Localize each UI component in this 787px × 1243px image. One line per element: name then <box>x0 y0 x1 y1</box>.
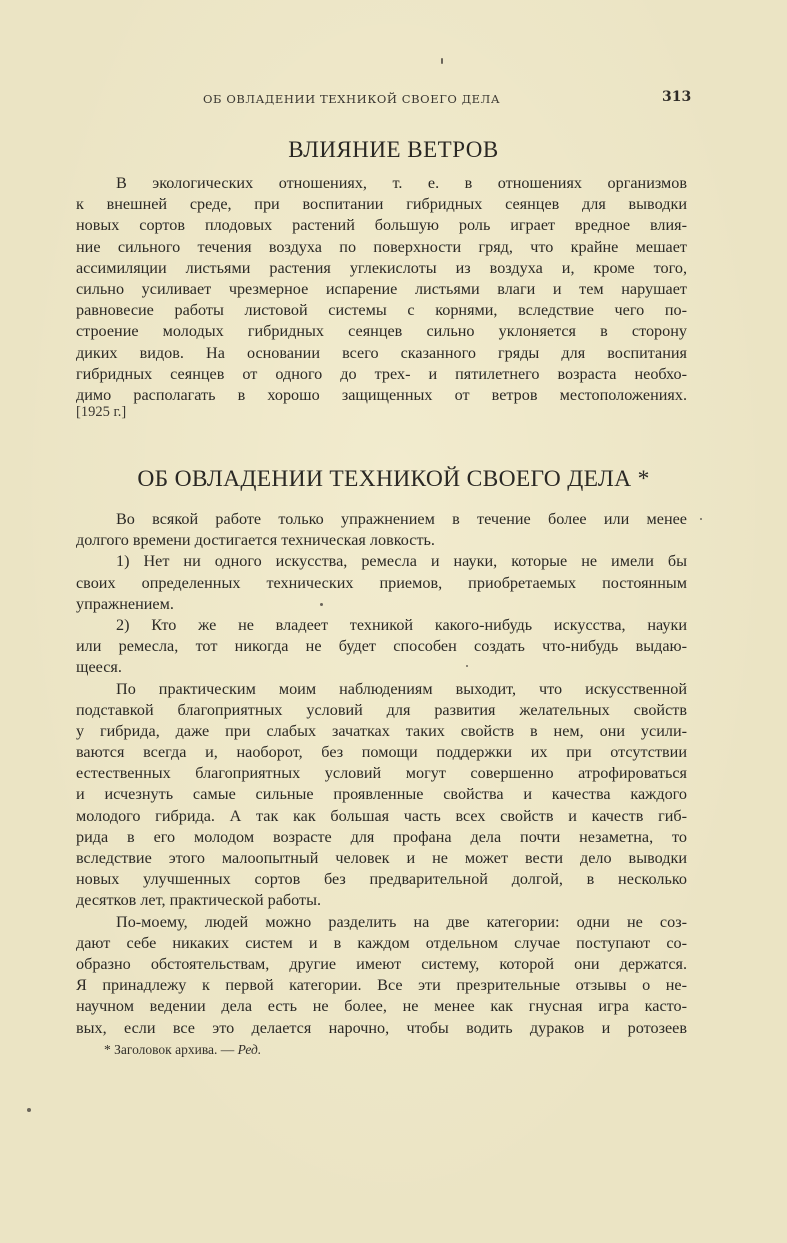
text-line: новых улучшенных сортов без предварительной долгой, в несколько <box>76 870 687 889</box>
text-line: своих определенных технических приемов, приобретаемых постоянным <box>76 573 687 592</box>
text-line: к внешней среде, при воспитании гибридных сеянцев для выводки <box>76 195 687 214</box>
text-line: строение молодых гибридных сеянцев сильно уклоняется в сторону <box>76 322 687 341</box>
text-line: подставкой благоприятных условий для развития желательных свойств <box>76 700 687 719</box>
text-line: научном ведении дела есть не более, не менее как гнусная игра касто- <box>76 997 687 1016</box>
text-line: новых сортов плодовых растений большую роль играет вредное влия- <box>76 216 687 235</box>
text-line: равновесие работы листовой системы с корнями, вследствие чего по- <box>76 301 687 320</box>
paper-speck <box>27 1108 31 1112</box>
section-winds-body <box>76 173 687 406</box>
text-line: ассимиляции листьями растения углекислоты из воздуха и, кроме того, <box>76 258 687 277</box>
text-line: вых, если все это делается нарочно, чтобы водить дураков и ротозеев <box>76 1018 687 1037</box>
text-line: щееся. <box>76 658 122 677</box>
text-line: молодого гибрида. А так как большая часть всех свойств и качеств гиб- <box>76 806 687 825</box>
text-line: упражнением. <box>76 594 174 613</box>
section-title-technique: ОБ ОВЛАДЕНИИ ТЕХНИКОЙ СВОЕГО ДЕЛА * <box>137 466 650 492</box>
text-line: Во всякой работе только упражнением в течение более или менее <box>116 510 687 528</box>
page-number: 313 <box>662 89 692 105</box>
text-line: или ремесла, тот никогда не будет способен создать что-нибудь выдаю- <box>76 637 687 656</box>
footnote-editor-mark: Ред. <box>237 1042 262 1057</box>
text-line: гибридных сеянцев от одного до трех- и пятилетнего возраста необхо- <box>76 364 687 383</box>
text-line: десятков лет, практической работы. <box>76 891 322 910</box>
text-line: Я принадлежу к первой категории. Все эти презрительные отзывы о не- <box>76 976 687 995</box>
text-line: диких видов. На основании всего сказанного гряды для воспитания <box>76 343 687 362</box>
paper-speck <box>700 518 702 520</box>
footnote-text: * Заголовок архива. — <box>104 1042 235 1057</box>
text-line: По практическим моим наблюдениям выходит, что искусственной <box>116 679 687 698</box>
text-line: ние сильного течения воздуха по поверхности гряд, что крайне мешает <box>76 237 687 256</box>
text-line: вследствие этого малоопытный человек и не может вести дело выводки <box>76 849 687 867</box>
text-line: сильно усиливает чрезмерное испарение листьями влаги и тем нарушает <box>76 279 687 298</box>
text-line: у гибрида, даже при слабых зачатках таких свойств в нем, они усили- <box>76 721 687 740</box>
running-head: ОБ ОВЛАДЕНИИ ТЕХНИКОЙ СВОЕГО ДЕЛА <box>203 92 501 106</box>
footnote <box>104 1042 261 1058</box>
text-line: естественных благоприятных условий могут совершенно атрофироваться <box>76 764 687 783</box>
section-technique-body <box>76 509 687 1039</box>
text-line: В экологических отношениях, т. е. в отношениях организмов <box>116 174 687 192</box>
paper-speck <box>320 603 323 606</box>
text-line: образно обстоятельствам, другие имеют систему, которой они держатся. <box>76 954 687 973</box>
text-line: рида в его молодом возрасте для профана дела почти незаметна, то <box>76 827 687 846</box>
text-line: По-моему, людей можно разделить на две категории: одни не соз- <box>116 912 687 931</box>
section-title-winds: ВЛИЯНИЕ ВЕТРОВ <box>288 137 499 162</box>
text-line: димо располагать в хорошо защищенных от ветров местоположениях. <box>76 385 687 404</box>
paper-speck <box>466 665 468 667</box>
date-note: [1925 г.] <box>76 404 127 420</box>
paper-speck <box>441 58 443 64</box>
text-line: дают себе никаких систем и в каждом отдельном случае поступают со- <box>76 933 687 952</box>
text-line: 2) Кто же не владеет техникой какого-нибудь искусства, науки <box>116 615 687 634</box>
text-line: 1) Нет ни одного искусства, ремесла и науки, которые не имели бы <box>116 552 687 571</box>
text-line: долгого времени достигается техническая ловкость. <box>76 531 435 550</box>
text-line: и исчезнуть самые сильные проявленные свойства и качества каждого <box>76 785 687 804</box>
text-line: ваются всегда и, наоборот, без помощи поддержки их при отсутствии <box>76 743 687 762</box>
